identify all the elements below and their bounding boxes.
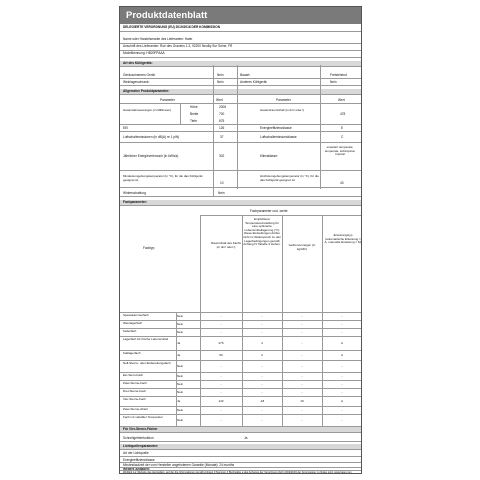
consumption-row: [120, 143, 361, 171]
compartment-row: [120, 415, 361, 427]
energy-class-label: Energieeffizienzklasse: [260, 126, 292, 130]
comp-has: Nein: [177, 330, 184, 334]
comp-name: Zwei-Sterne-Fach: [123, 381, 147, 385]
comp-volume: -: [220, 390, 222, 394]
comp-defrost: A: [340, 399, 343, 403]
comp-freeze: 10: [300, 399, 304, 403]
noise-class-val: C: [341, 135, 344, 139]
comp-defrost: -: [341, 364, 343, 368]
comp-name: Null-Sterne- oder Eisbereitungsfach: [123, 361, 171, 365]
comp-name: Drei-Sterne-Fach: [123, 389, 147, 393]
comp-temp: -: [261, 322, 263, 326]
compartment-row: [120, 381, 361, 389]
comp-volume: -: [220, 408, 222, 412]
compartment-row: [120, 321, 361, 329]
dims-row: [120, 104, 361, 125]
dim-depth-label: Tiefe: [190, 119, 197, 123]
comp-has: Nein: [177, 322, 184, 326]
type-val-1: Nein: [217, 73, 224, 77]
dim-depth-val: 675: [219, 119, 225, 123]
comp-defrost: -: [341, 418, 343, 422]
comp-defrost: -: [341, 390, 343, 394]
section-four-star-label: Für Vier-Sterne-Fächer: [123, 427, 158, 431]
divider: [200, 215, 362, 216]
comp-temp: 4: [261, 341, 263, 345]
comp-has: Nein: [177, 314, 184, 318]
weblink-row: [120, 471, 361, 474]
dim-height-label: Höhe: [190, 105, 198, 109]
compartment-row: [120, 329, 361, 337]
comp-has: Nein: [177, 364, 184, 368]
comp-volume: 276: [218, 341, 224, 345]
type-val2-1: Freistehend: [330, 73, 347, 77]
consumption-val: 302: [219, 154, 225, 158]
comp-name: Ein-Stern-Fach: [123, 373, 144, 377]
param-header-p2: Parameter: [276, 98, 291, 102]
divider: [320, 65, 321, 189]
climate-val: erweitert temperate, temperate, subtropical, tropical: [324, 145, 356, 157]
regulation-row: [120, 25, 361, 32]
param-header-p: Parameter: [160, 98, 175, 102]
comp-name: Fach mit variabler Temperatur: [123, 415, 163, 419]
comp-volume: 142: [218, 399, 224, 403]
comp-freeze: -: [301, 353, 303, 357]
comp-defrost: -: [341, 322, 343, 326]
compartment-row: [120, 313, 361, 321]
light-type-label: Art der Lichtquelle: [123, 451, 149, 455]
comp-volume: -: [220, 374, 222, 378]
type-label2-2: Anderes Kühlgerät:: [240, 80, 268, 84]
comp-volume: -: [220, 418, 222, 422]
divider: [213, 65, 214, 197]
type-row-2: [120, 79, 361, 86]
noise-row: [120, 132, 361, 143]
comp-name: Zwei-Sterne-Abteil: [123, 407, 148, 411]
eei-val: 126: [219, 126, 225, 130]
comp-freeze: -: [301, 418, 303, 422]
comp-has: Nein: [177, 408, 184, 412]
compartment-row: [120, 397, 361, 407]
comp-header-freeze: Gefriervermögen (in kg/24h): [288, 243, 316, 251]
comp-volume: 60: [219, 353, 223, 357]
min-temp-val: 10: [220, 181, 224, 185]
comp-volume: -: [220, 314, 222, 318]
divider: [176, 313, 177, 427]
comp-temp: -: [261, 364, 263, 368]
guarantee-label: Mindestlaufzeit der vom Hersteller angebotenen Garantie (Monate): 24 months: [123, 463, 235, 467]
comp-defrost: -: [341, 382, 343, 386]
info-label: Weitere Angaben:: [123, 468, 150, 471]
comp-freeze: -: [301, 408, 303, 412]
light-class-label: Energieeffizienzklasse: [123, 458, 155, 462]
quickfreeze-row: [120, 434, 361, 442]
comp-header-volume: Rauminhalt des Fachs (in dm³ oder l): [211, 241, 241, 249]
comp-name: Weinlagerfach: [123, 321, 143, 325]
noise-class-label: Luftschallemissionsklasse: [260, 135, 297, 139]
dims-label: Gesamtabmessungen (in Millimeter): [123, 108, 172, 112]
compartment-row: [120, 389, 361, 397]
section-light-label: Lichtquellenparameter:: [123, 444, 159, 448]
comp-has: Ja: [177, 399, 181, 403]
compartment-header: [120, 206, 361, 313]
comp-temp: 2: [261, 353, 263, 357]
supplier-address-text: Anschrift des Lieferanten: Rue des Graviers 1-3, 92200 Neuilly Sur Seine, FR: [123, 44, 233, 48]
comp-temp: -: [261, 314, 263, 318]
max-temp-label: Höchstumgebungstemperatur (in °C), für die das Kühlgerät geeignet ist: [260, 174, 319, 182]
noise-val: 37: [220, 135, 224, 139]
type-label-1: Geräuscharmes Gerät:: [123, 73, 156, 77]
divider: [282, 215, 283, 427]
comp-temp: -: [261, 408, 263, 412]
comp-volume: -: [220, 364, 222, 368]
comp-defrost: -: [341, 330, 343, 334]
comp-freeze: -: [301, 314, 303, 318]
comp-defrost: -: [341, 374, 343, 378]
param-header-w2: Wert: [338, 98, 345, 102]
model-row: [120, 51, 361, 58]
section-compartments-label: Fachparameter:: [123, 200, 147, 204]
model-text: Modellkennung: HB20FPAAA: [123, 51, 165, 55]
comp-defrost: -: [341, 408, 343, 412]
section-type-label: Art des Kühlgeräts:: [123, 61, 153, 65]
type-label-2: Weinlagerschrank:: [123, 80, 150, 84]
divider: [180, 104, 181, 125]
comp-freeze: -: [301, 382, 303, 386]
weblink-text: Weblink zur Website des Herstellers, auf der die Informationen gemäß Anhang II Nummer 4 Buchstabe a des Anhangs der Verordnung (EU) 2019/2019 der Kommission zu finden sind: www.haier.com: [123, 471, 352, 474]
compartment-row: [120, 351, 361, 361]
divider: [237, 65, 238, 189]
comp-name: Kaltlagerfach: [123, 351, 141, 355]
volume-val: 478: [340, 112, 346, 116]
comp-has: Ja: [177, 341, 181, 345]
eei-row: [120, 125, 361, 132]
param-header-row: [120, 97, 361, 104]
supplier-address-row: [120, 44, 361, 51]
comp-volume: -: [220, 330, 222, 334]
comp-temp: -18: [259, 399, 265, 403]
comp-freeze: -: [301, 374, 303, 378]
comp-name: Lagerfach für frische Lebensmittel: [123, 337, 169, 341]
compartment-row: [120, 407, 361, 415]
comp-has: Nein: [177, 390, 184, 394]
comp-defrost: A: [340, 353, 343, 357]
section-general: [120, 89, 361, 95]
dim-width-val: 700: [219, 112, 225, 116]
temp-range-row: [120, 171, 361, 188]
comp-temp: -: [261, 374, 263, 378]
comp-has: Ja: [177, 353, 181, 357]
type-row-1: [120, 72, 361, 79]
comp-name: Kellerfach: [123, 329, 137, 333]
section-four-star: [120, 427, 361, 433]
comp-freeze: -: [301, 390, 303, 394]
type-label2-1: Bauart:: [240, 73, 251, 77]
quickfreeze-val: Ja: [244, 436, 248, 440]
max-temp-val: 43: [340, 181, 344, 185]
comp-has: Nein: [177, 418, 184, 422]
compartment-row: [120, 373, 361, 381]
winter-row: [120, 190, 361, 197]
volume-label: Gesamtrauminhalt (in dm³ oder l): [260, 108, 305, 112]
energy-class-val: E: [341, 126, 344, 130]
eei-label: EEI: [123, 126, 129, 130]
quickfreeze-label: Schnellgefrierfunktion: [123, 436, 154, 440]
comp-header-temp: Empfohlene Temperatureinstellung für eine optimierte Lebensmittellagerung (°C) Diese Einstellungen dürfen nicht im Widerspruch zu den Lagerbedingungen gemäß Anhang IV Tabelle 3 stehen.: [243, 217, 281, 247]
type-val-2: Nein: [217, 80, 224, 84]
section-general-label: Allgemeine Produktparameter:: [123, 89, 170, 93]
param-header-w: Wert: [216, 98, 223, 102]
divider: [242, 215, 243, 427]
comp-temp: -: [261, 330, 263, 334]
winter-val: Nein: [218, 191, 225, 195]
min-temp-label: Mindestumgebungstemperatur (in °C), für die das Kühlgerät geeignet ist: [123, 174, 203, 182]
comp-defrost: A: [340, 341, 343, 345]
comp-volume: -: [220, 382, 222, 386]
comp-freeze: -: [301, 330, 303, 334]
supplier-name-text: Name oder Handelsmarke des Lieferanten: Haier: [123, 37, 193, 41]
comp-freeze: -: [301, 341, 303, 345]
comp-header-fachtyp: Fachtyp: [143, 246, 155, 250]
comp-group-header: Fachparameter und -werte: [250, 209, 288, 213]
divider: [200, 215, 201, 427]
comp-header-defrost: Enteisungstyp (automatische Enteisung = A, manuelle Enteisung = M): [324, 233, 362, 245]
compartment-row: [120, 361, 361, 373]
sheet-title: Produktdatenblatt: [120, 7, 361, 24]
comp-has: Nein: [177, 374, 184, 378]
comp-volume: -: [220, 322, 222, 326]
comp-temp: -: [261, 418, 263, 422]
comp-freeze: -: [301, 322, 303, 326]
supplier-name-row: [120, 37, 361, 44]
consumption-label: Jährlicher Energieverbrauch (in kWh/a): [123, 154, 179, 158]
section-type: [120, 61, 361, 67]
divider: [322, 215, 323, 427]
compartment-row: [120, 337, 361, 351]
comp-temp: -: [261, 390, 263, 394]
comp-name: Vier-Sterne-Fach: [123, 397, 146, 401]
climate-label: Klimaklasse:: [260, 154, 278, 158]
noise-label: Luftschallemissionen (in dB(A) re 1 pW): [123, 135, 180, 139]
comp-defrost: -: [341, 314, 343, 318]
comp-temp: -: [261, 382, 263, 386]
light-type-row: [120, 450, 361, 457]
regulation-text: DELEGIERTE VERORDNUNG (EU) 2019/2016 DER KOMMISSION: [123, 25, 221, 29]
type-val2-2: Nein: [330, 80, 337, 84]
winter-label: Winterschaltung: [123, 191, 146, 195]
product-data-sheet: [119, 6, 362, 474]
comp-freeze: -: [301, 364, 303, 368]
comp-name: Speisekammerfach: [123, 313, 149, 317]
dim-height-val: 2006: [219, 105, 227, 109]
dim-width-label: Breite: [190, 112, 199, 116]
comp-has: Nein: [177, 382, 184, 386]
